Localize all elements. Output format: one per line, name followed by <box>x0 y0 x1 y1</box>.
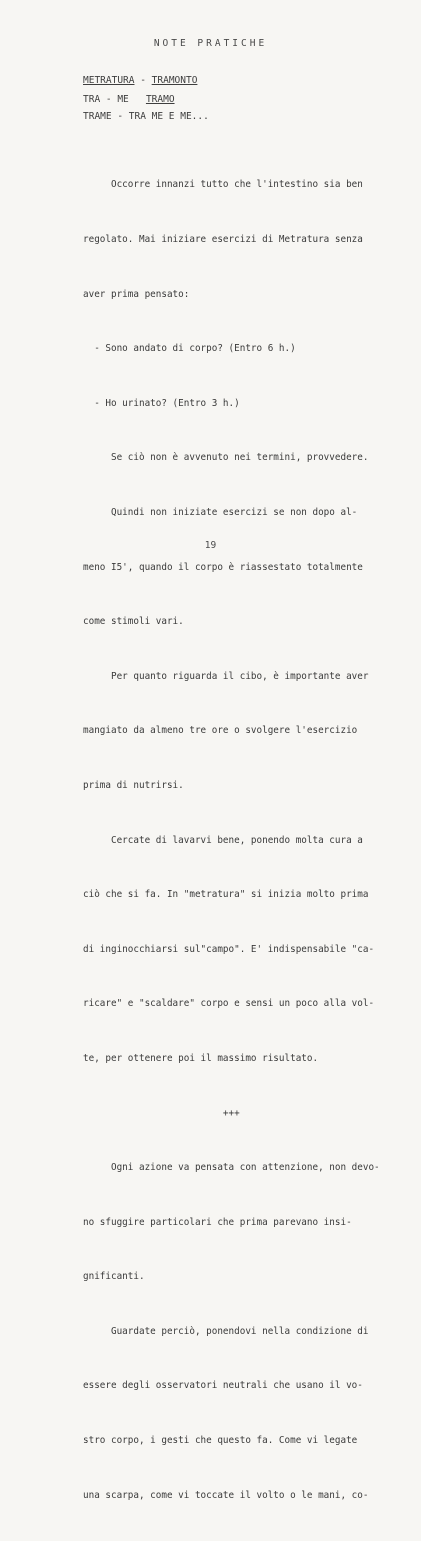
title-separator <box>129 94 146 105</box>
text-line: Cercate di lavarvi bene, ponendo molta cura a <box>83 834 363 846</box>
body-text <box>83 140 380 1541</box>
text-line: Quindi non iniziate esercizi se non dopo al- <box>83 506 358 518</box>
title-line-1 <box>83 75 197 86</box>
text-line: Se ciò non è avvenuto nei termini, provvedere. <box>83 452 369 464</box>
text-line: Per quanto riguarda il cibo, è importante aver <box>83 670 369 682</box>
title-line-3: TRAME - TRA ME E ME... <box>83 111 209 122</box>
text-line: regolato. Mai iniziare esercizi di Metratura senza <box>83 234 363 245</box>
title-metratura: METRATURA <box>83 75 135 86</box>
title-tramo: TRAMO <box>145 94 175 105</box>
text-line: essere degli osservatori neutrali che usano il vo- <box>83 1380 363 1392</box>
text-line: - Sono andato di corpo? (Entro 6 h.) <box>83 343 296 355</box>
text-line: ricare" e "scaldare" corpo e sensi un poco alla vol- <box>83 998 375 1010</box>
text-line: Ogni azione va pensata con attenzione, non devo- <box>83 1162 380 1174</box>
text-line: meno I5', quando il corpo è riassestato totalmente <box>83 561 363 573</box>
text-line: Occorre innanzi tutto che l'intestino sia ben <box>83 179 363 191</box>
text-line: mangiato da almeno tre ore o svolgere l'esercizio <box>83 725 358 737</box>
section-divider: +++ <box>83 1107 240 1119</box>
text-line: prima di nutrirsi. <box>83 779 184 791</box>
title-separator: - <box>134 75 152 86</box>
text-line: ciò che si fa. In "metratura" si inizia molto prima <box>83 889 369 901</box>
text-line: Guardate perciò, ponendovi nella condizione di <box>83 1325 369 1337</box>
text-line: gnificanti. <box>83 1271 145 1283</box>
title-tramonto: TRAMONTO <box>151 75 198 86</box>
text-line: come stimoli vari. <box>83 616 184 628</box>
text-line: te, per ottenere poi il massimo risultato. <box>83 1052 319 1064</box>
text-line: una scarpa, come vi toccate il volto o le mani, co- <box>83 1489 369 1501</box>
text-line: stro corpo, i gesti che questo fa. Come vi legate <box>83 1435 358 1447</box>
page-number: 19 <box>204 540 217 551</box>
text-line: - Ho urinato? (Entro 3 h.) <box>83 397 240 409</box>
text-line: no sfuggire particolari che prima parevano insi- <box>83 1216 352 1228</box>
page-header: NOTE PRATICHE <box>153 38 268 49</box>
text-line: aver prima pensato: <box>83 288 190 300</box>
text-line: di inginocchiarsi sul"campo". E' indispensabile "ca- <box>83 943 375 955</box>
title-tra-me: TRA - ME <box>83 94 129 105</box>
title-line-2 <box>83 94 175 105</box>
